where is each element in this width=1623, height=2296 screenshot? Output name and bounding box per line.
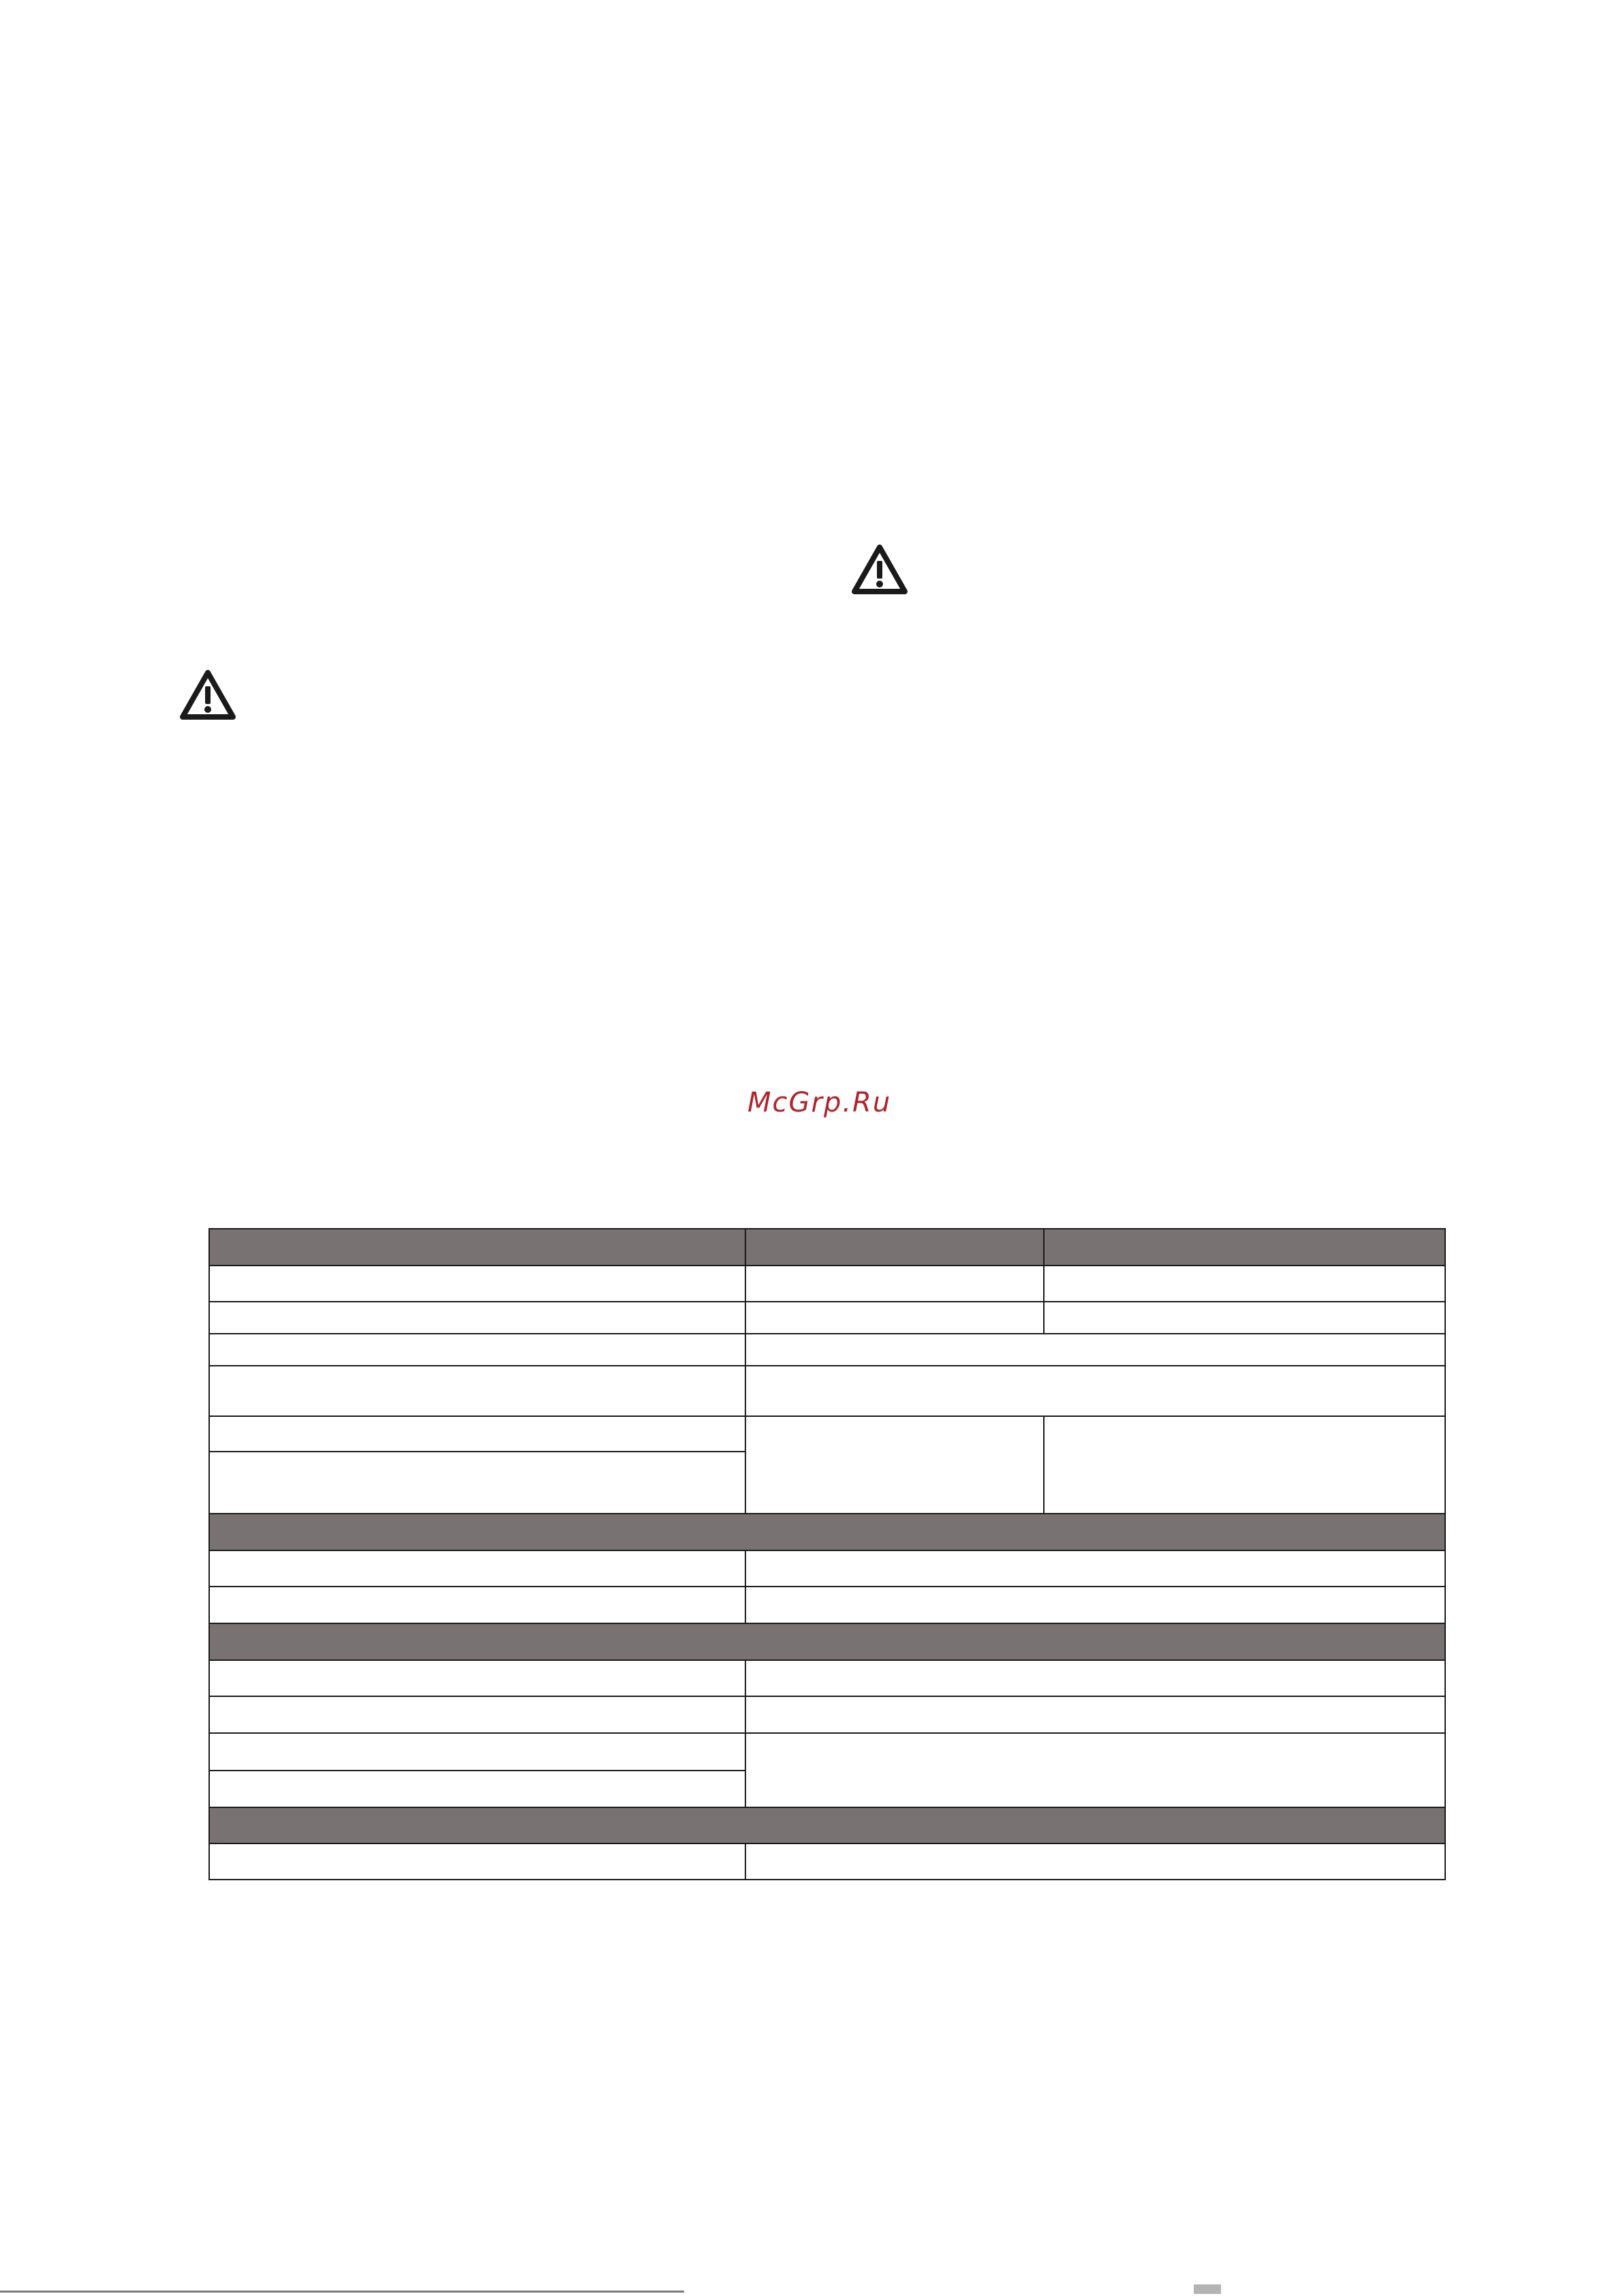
table-cell xyxy=(209,1660,745,1696)
table-cell xyxy=(745,1266,1044,1302)
table-section-row xyxy=(209,1807,1445,1843)
table-cell xyxy=(745,1733,1445,1807)
table-cell xyxy=(209,1416,745,1452)
table-row xyxy=(209,1587,1445,1623)
table-cell xyxy=(745,1302,1044,1334)
table-cell xyxy=(209,1334,745,1366)
footer-divider xyxy=(0,2291,684,2293)
table-header-cell xyxy=(1044,1229,1445,1266)
footer-mark xyxy=(1194,2284,1221,2294)
table-row xyxy=(209,1843,1445,1880)
table-cell xyxy=(209,1366,745,1415)
watermark-text: McGrp.Ru xyxy=(747,1087,892,1118)
table-cell xyxy=(1044,1416,1445,1514)
table-cell xyxy=(1044,1266,1445,1302)
table-cell xyxy=(209,1733,745,1770)
table-row xyxy=(209,1416,1445,1452)
table-cell xyxy=(745,1843,1445,1880)
table-cell xyxy=(209,1452,745,1514)
table-cell xyxy=(745,1587,1445,1623)
table-cell xyxy=(209,1843,745,1880)
table-cell xyxy=(745,1366,1445,1415)
table-section-cell xyxy=(209,1807,1445,1843)
table-cell xyxy=(745,1550,1445,1587)
table-section-cell xyxy=(209,1623,1445,1660)
table-cell xyxy=(209,1550,745,1587)
table-cell xyxy=(745,1416,1044,1514)
table-row xyxy=(209,1302,1445,1334)
table-row xyxy=(209,1696,1445,1733)
table-section-cell xyxy=(209,1514,1445,1550)
warning-triangle-icon xyxy=(179,669,236,720)
table-row xyxy=(209,1366,1445,1415)
table-cell xyxy=(209,1696,745,1733)
table-cell xyxy=(1044,1302,1445,1334)
table-header-cell xyxy=(745,1229,1044,1266)
table-section-row xyxy=(209,1623,1445,1660)
table-section-row xyxy=(209,1514,1445,1550)
table-row xyxy=(209,1266,1445,1302)
table-cell xyxy=(745,1660,1445,1696)
table-row xyxy=(209,1733,1445,1770)
table-cell xyxy=(209,1587,745,1623)
table-row xyxy=(209,1334,1445,1366)
table-cell xyxy=(209,1302,745,1334)
warning-triangle-icon xyxy=(851,543,908,595)
table-row xyxy=(209,1660,1445,1696)
table-header-row xyxy=(209,1229,1445,1266)
table-cell xyxy=(209,1771,745,1807)
table-cell xyxy=(745,1696,1445,1733)
table-header-cell xyxy=(209,1229,745,1266)
table-cell xyxy=(745,1334,1445,1366)
spec-table xyxy=(208,1228,1446,1880)
table-cell xyxy=(209,1266,745,1302)
table-row xyxy=(209,1550,1445,1587)
